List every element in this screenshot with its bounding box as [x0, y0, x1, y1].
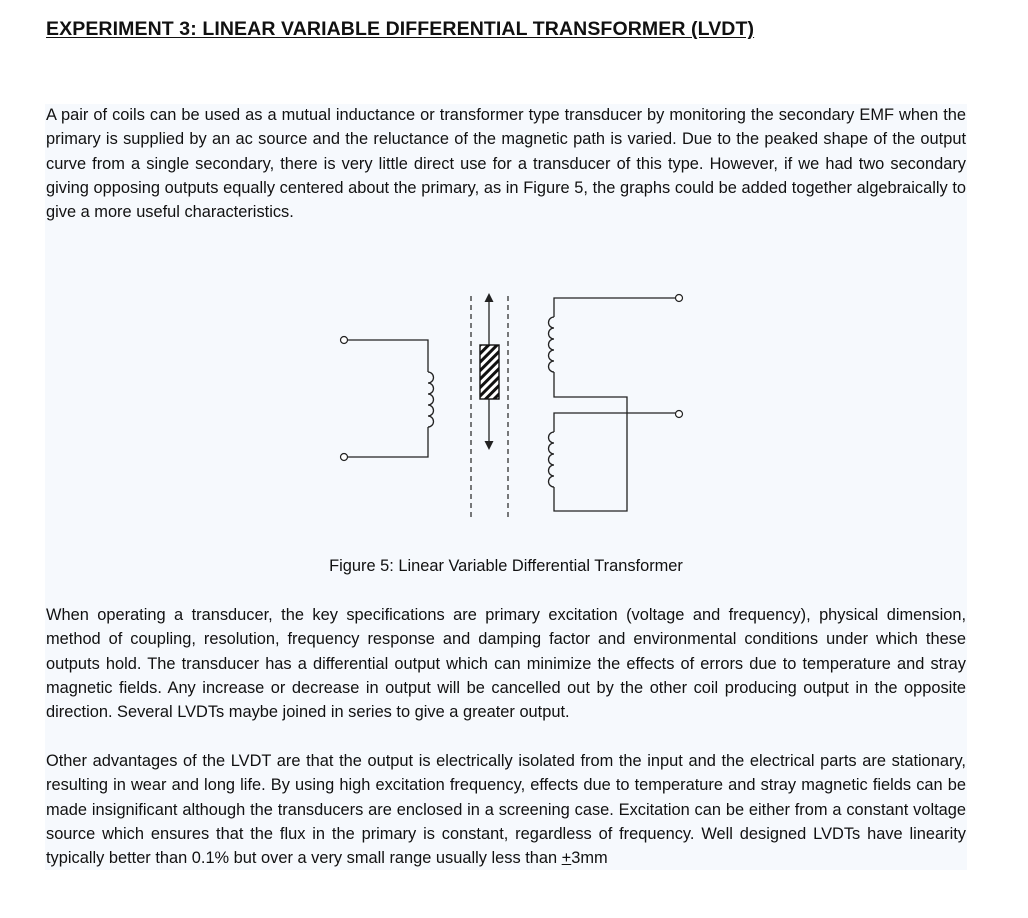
paragraph-intro: A pair of coils can be used as a mutual inductance or transformer type transducer by monitoring the secondary EMF when the primary is supplied by an ac source and the reluctance of the magnetic path is varied. Due to the peaked shape of the output curve from a single secondary, there is very little direct use for a transducer of this type. However, if we had two secondary giving opposing outputs equally centered about the primary, as in Figure 5, the graphs could be added together algebraically to give a more useful characteristics.	[46, 106, 966, 222]
paragraph-advantages	[46, 749, 966, 870]
page-title: EXPERIMENT 3: LINEAR VARIABLE DIFFERENTIAL TRANSFORMER (LVDT)	[46, 18, 755, 40]
figure-caption: Figure 5: Linear Variable Differential Transformer	[329, 557, 683, 575]
paragraph-specifications: When operating a transducer, the key specifications are primary excitation (voltage and frequency), physical dimension, method of coupling, resolution, frequency response and damping factor and environmental conditions under which these outputs hold. The transducer has a differential output which can minimize the effects of errors due to temperature and stray magnetic fields. Any increase or decrease in output will be cancelled out by the other coil producing output in the opposite direction. Several LVDTs maybe joined in series to give a greater output.	[46, 606, 966, 722]
paragraph-advantages-text: Other advantages of the LVDT are that the output is electrically isolated from the input and the electrical parts are stationary, resulting in wear and long life. By using high excitation frequency, effects due to temperature and stray magnetic fields can be made insignificant although the transducers are enclosed in a screening case. Excitation can be either from a constant voltage source which ensures that the flux in the primary is constant, regardless of frequency. Well designed LVDTs have linearity typically better than 0.1% but over a very small range usually less than	[46, 752, 966, 868]
plus-minus-sign: +	[561, 849, 572, 868]
range-value: 3mm	[571, 849, 608, 868]
